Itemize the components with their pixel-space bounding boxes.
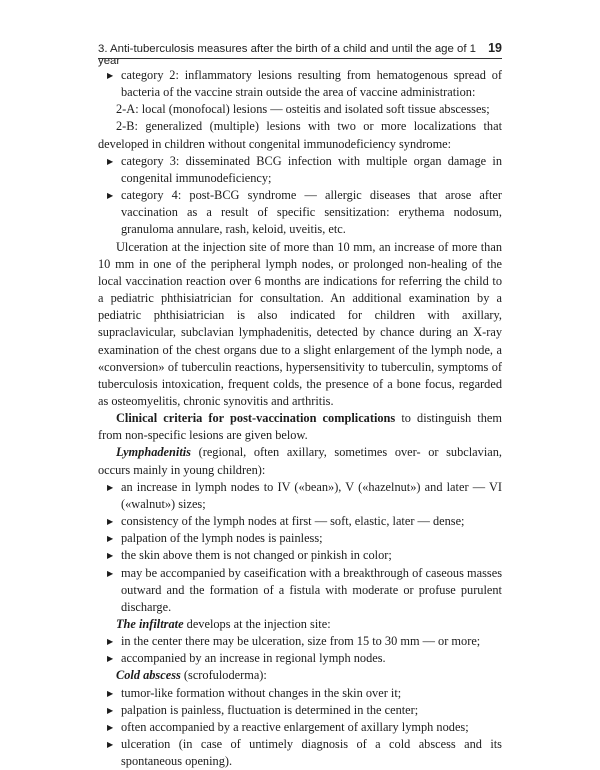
list-item: ▶ in the center there may be ulceration, size from 15 to 30 mm — or more;: [98, 633, 502, 650]
criteria-heading: Clinical criteria for post-vaccination complications: [116, 411, 396, 426]
triangle-right-icon: ▶: [107, 482, 114, 492]
infiltrate-list: [98, 633, 502, 667]
lymphadenitis-list: [98, 479, 502, 616]
header-rule: [98, 58, 502, 59]
list-item: ▶ consistency of the lymph nodes at first — soft, elastic, later — dense;: [98, 513, 502, 530]
infiltrate-intro: The infiltrate develops at the injection site:: [116, 617, 331, 631]
list-item: ▶ often accompanied by a reactive enlargement of axillary lymph nodes;: [98, 719, 502, 736]
list-item: ▶ an increase in lymph nodes to IV («bean»), V («hazelnut») and later — VI («walnut») sizes;: [107, 479, 502, 511]
subcategory-2a: 2-A: local (monofocal) lesions — osteitis and isolated soft tissue abscesses;: [116, 102, 490, 117]
page-number: 19: [488, 41, 502, 55]
list-item: ▶ accompanied by an increase in regional lymph nodes.: [98, 650, 502, 667]
criteria-paragraph: Clinical criteria for post-vaccination complications to distinguish them from non-specific lesions are given below.: [98, 411, 502, 443]
triangle-right-icon: ▶: [107, 568, 114, 578]
list-item: ▶ category 3: disseminated BCG infection with multiple organ damage in congenital immunodeficiency;: [107, 153, 502, 185]
page-body: [98, 67, 502, 770]
running-header: [98, 41, 502, 67]
triangle-right-icon: ▶: [107, 534, 114, 544]
ulceration-paragraph: Ulceration at the injection site of more than 10 mm, an increase of more than 10 mm in one of the peripheral lymph nodes, or prolonged non-healing of the local vaccination reaction over 6 months are indications for referring the child to a pediatric phthisiatrician for consultation. An additional examination by a pediatric phthisiatrician is also indicated for children with axillary, supraclavicular, subclavian lymphadenitis, detected by chance during an X-ray examination of the chest organs due to a slight enlargement of the lymph node, a «conversion» of tuberculin reactions, hypersensitivity to tuberculin, symptoms of tuberculosis intoxication, frequent colds, the presence of a bone focus, regarded as osteomyelitis, chronic synovitis and arthritis.: [98, 239, 502, 408]
triangle-right-icon: ▶: [107, 71, 114, 80]
list-item: ▶ palpation is painless, fluctuation is determined in the center;: [98, 702, 502, 719]
triangle-right-icon: ▶: [107, 551, 114, 561]
triangle-right-icon: ▶: [107, 637, 114, 647]
list-item: ▶ may be accompanied by caseification with a breakthrough of caseous masses outward and the formation of a fistula with moderate or profuse purulent discharge.: [107, 565, 502, 614]
triangle-right-icon: ▶: [107, 722, 114, 732]
list-item: ▶ the skin above them is not changed or pinkish in color;: [98, 547, 502, 564]
triangle-right-icon: ▶: [107, 688, 114, 698]
list-item: ▶ tumor-like formation without changes in the skin over it;: [98, 685, 502, 702]
subcategory-2b: 2-B: generalized (multiple) lesions with two or more localizations that developed in children without congenital immunodeficiency syndrome:: [98, 119, 502, 151]
triangle-right-icon: ▶: [107, 654, 114, 664]
lymphadenitis-intro: Lymphadenitis (regional, often axillary, sometimes over- or subclavian, occurs mainly in young children):: [98, 445, 502, 477]
lymphadenitis-heading: Lymphadenitis: [116, 445, 191, 460]
triangle-right-icon: ▶: [107, 191, 114, 201]
list-item: ▶ category 2: inflammatory lesions resulting from hematogenous spread of bacteria of the vaccine strain outside the area of vaccine administration:: [107, 68, 502, 100]
category-list-bottom: [98, 153, 502, 239]
abscess-intro: Cold abscess (scrofuloderma):: [116, 668, 267, 683]
abscess-list: [98, 685, 502, 770]
infiltrate-heading: The infiltrate: [116, 617, 184, 631]
triangle-right-icon: ▶: [107, 156, 114, 166]
list-item: ▶ category 4: post-BCG syndrome — allergic diseases that arose after vaccination as a result of specific sensitization: erythema nodosum, granuloma annulare, rash, keloid, uveitis, etc.: [107, 188, 502, 237]
list-item: ▶ ulceration (in case of untimely diagnosis of a cold abscess and its spontaneous opening).: [107, 737, 502, 769]
triangle-right-icon: ▶: [107, 517, 114, 527]
triangle-right-icon: ▶: [107, 740, 114, 750]
triangle-right-icon: ▶: [107, 705, 114, 715]
abscess-heading: Cold abscess: [116, 668, 181, 683]
chapter-title: 3. Anti-tuberculosis measures after the birth of a child and until the age of 1 year: [98, 43, 477, 67]
list-item: ▶ palpation of the lymph nodes is painless;: [98, 530, 502, 547]
category-list-top: [98, 67, 502, 101]
